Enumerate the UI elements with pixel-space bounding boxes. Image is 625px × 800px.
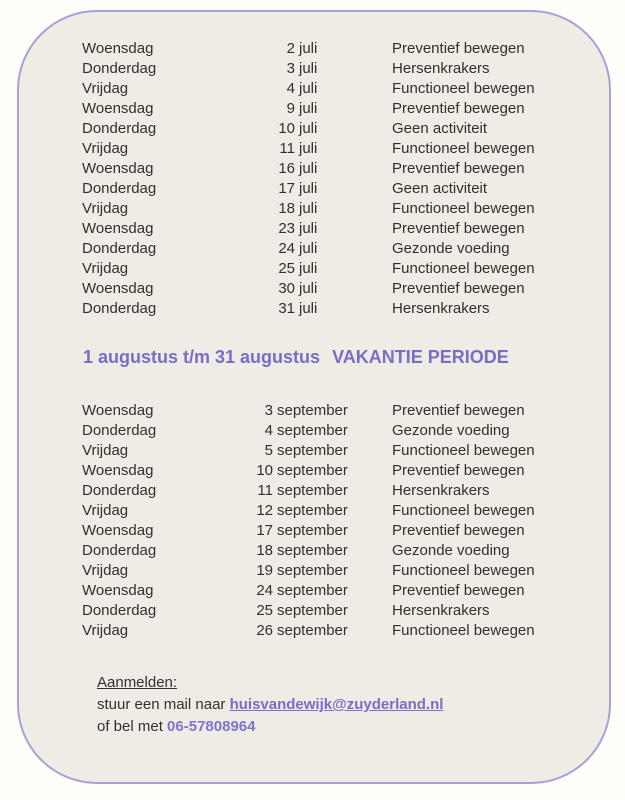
date-cell (242, 401, 392, 421)
july-schedule (82, 39, 579, 319)
date-number: 24 (256, 582, 273, 599)
activity-cell: Hersenkrakers (392, 482, 490, 499)
date-number: 26 (256, 622, 273, 639)
schedule-row (82, 461, 579, 481)
date-number: 25 (256, 602, 273, 619)
date-cell (242, 39, 392, 59)
schedule-row (82, 199, 579, 219)
date-number: 19 (256, 562, 273, 579)
date-cell (242, 279, 392, 299)
date-cell (242, 259, 392, 279)
vacation-heading (83, 346, 509, 369)
date-cell (242, 239, 392, 259)
signup-phone-line (97, 716, 443, 738)
activity-cell: Hersenkrakers (392, 602, 490, 619)
day-cell: Woensdag (82, 582, 154, 599)
date-month: september (277, 402, 348, 419)
date-number: 10 (278, 120, 295, 137)
day-cell: Vrijdag (82, 562, 129, 579)
date-month: juli (299, 260, 318, 277)
schedule-row (82, 139, 579, 159)
schedule-row (82, 441, 579, 461)
activity-cell: Functioneel bewegen (392, 260, 535, 277)
day-cell: Donderdag (82, 482, 157, 499)
date-number: 10 (256, 462, 273, 479)
date-number: 11 (279, 140, 295, 157)
date-month: september (277, 602, 348, 619)
activity-cell: Preventief bewegen (392, 402, 525, 419)
activity-cell: Hersenkrakers (392, 60, 490, 77)
date-number: 3 (286, 60, 295, 77)
schedule-row (82, 541, 579, 561)
day-cell: Donderdag (82, 300, 157, 317)
date-month: juli (299, 160, 318, 177)
signup-label: Aanmelden: (97, 674, 178, 691)
signup-mail-line (97, 694, 443, 716)
date-month: juli (299, 200, 318, 217)
september-schedule (82, 401, 579, 641)
schedule-row (82, 481, 579, 501)
date-number: 24 (278, 240, 295, 257)
activity-cell: Gezonde voeding (392, 422, 510, 439)
day-cell: Donderdag (82, 422, 157, 439)
date-number: 9 (286, 100, 295, 117)
schedule-row (82, 119, 579, 139)
schedule-row (82, 179, 579, 199)
date-month: september (277, 622, 348, 639)
day-cell: Woensdag (82, 402, 154, 419)
day-cell: Woensdag (82, 522, 154, 539)
day-cell: Woensdag (82, 280, 154, 297)
date-month: september (277, 582, 348, 599)
day-cell: Donderdag (82, 602, 157, 619)
date-cell (242, 179, 392, 199)
activity-cell: Functioneel bewegen (392, 502, 535, 519)
date-cell (242, 421, 392, 441)
signup-heading-line (97, 672, 443, 694)
date-cell (242, 501, 392, 521)
schedule-row (82, 59, 579, 79)
date-cell (242, 119, 392, 139)
phone-number: 06-57808964 (167, 718, 256, 735)
activity-cell: Functioneel bewegen (392, 140, 535, 157)
activity-cell: Preventief bewegen (392, 280, 525, 297)
day-cell: Vrijdag (82, 140, 129, 157)
date-cell (242, 541, 392, 561)
date-number: 4 (264, 422, 273, 439)
date-number: 12 (256, 502, 273, 519)
schedule-row (82, 99, 579, 119)
date-number: 16 (278, 160, 295, 177)
date-cell (242, 59, 392, 79)
date-cell (242, 79, 392, 99)
activity-cell: Hersenkrakers (392, 300, 490, 317)
date-cell (242, 199, 392, 219)
schedule-row (82, 581, 579, 601)
date-number: 17 (256, 522, 273, 539)
date-number: 18 (256, 542, 273, 559)
date-month: juli (299, 80, 318, 97)
date-month: juli (299, 180, 318, 197)
date-cell (242, 159, 392, 179)
activity-cell: Functioneel bewegen (392, 622, 535, 639)
schedule-row (82, 259, 579, 279)
schedule-row (82, 421, 579, 441)
day-cell: Woensdag (82, 160, 154, 177)
activity-cell: Preventief bewegen (392, 160, 525, 177)
activity-cell: Preventief bewegen (392, 582, 525, 599)
activity-cell: Preventief bewegen (392, 220, 525, 237)
day-cell: Vrijdag (82, 260, 129, 277)
date-cell (242, 99, 392, 119)
day-cell: Woensdag (82, 40, 154, 57)
date-month: september (277, 502, 348, 519)
date-month: juli (299, 220, 318, 237)
day-cell: Vrijdag (82, 200, 129, 217)
activity-cell: Functioneel bewegen (392, 200, 535, 217)
day-cell: Vrijdag (82, 80, 129, 97)
date-cell (242, 481, 392, 501)
activity-cell: Preventief bewegen (392, 40, 525, 57)
activity-cell: Geen activiteit (392, 120, 488, 137)
schedule-row (82, 601, 579, 621)
email-link[interactable]: huisvandewijk@zuyderland.nl (229, 696, 444, 713)
day-cell: Donderdag (82, 542, 157, 559)
schedule-row (82, 239, 579, 259)
schedule-row (82, 501, 579, 521)
date-month: september (277, 542, 348, 559)
activity-cell: Functioneel bewegen (392, 80, 535, 97)
day-cell: Donderdag (82, 120, 157, 137)
date-cell (242, 219, 392, 239)
date-month: juli (299, 240, 318, 257)
day-cell: Woensdag (82, 462, 154, 479)
activity-cell: Gezonde voeding (392, 240, 510, 257)
date-number: 25 (278, 260, 295, 277)
day-cell: Woensdag (82, 100, 154, 117)
date-month: juli (299, 120, 318, 137)
signup-footer (97, 672, 443, 738)
day-cell: Vrijdag (82, 622, 129, 639)
schedule-row (82, 159, 579, 179)
date-cell (242, 521, 392, 541)
date-month: september (277, 482, 348, 499)
date-month: september (277, 442, 348, 459)
date-cell (242, 139, 392, 159)
mail-prefix: stuur een mail naar (97, 696, 230, 713)
day-cell: Vrijdag (82, 442, 129, 459)
date-cell (242, 601, 392, 621)
schedule-row (82, 401, 579, 421)
date-cell (242, 461, 392, 481)
activity-cell: Preventief bewegen (392, 462, 525, 479)
date-month: juli (299, 300, 318, 317)
date-number: 2 (286, 40, 295, 57)
date-number: 23 (278, 220, 295, 237)
date-month: september (277, 522, 348, 539)
day-cell: Vrijdag (82, 502, 129, 519)
schedule-row (82, 219, 579, 239)
schedule-row (82, 279, 579, 299)
day-cell: Woensdag (82, 220, 154, 237)
date-cell (242, 621, 392, 641)
activity-cell: Preventief bewegen (392, 522, 525, 539)
activity-cell: Geen activiteit (392, 180, 488, 197)
activity-cell: Functioneel bewegen (392, 562, 535, 579)
vacation-label: VAKANTIE PERIODE (332, 347, 509, 367)
date-month: juli (299, 40, 318, 57)
date-number: 18 (278, 200, 295, 217)
date-month: juli (299, 60, 318, 77)
schedule-row (82, 39, 579, 59)
schedule-row (82, 621, 579, 641)
activity-cell: Functioneel bewegen (392, 442, 535, 459)
date-cell (242, 299, 392, 319)
phone-prefix: of bel met (97, 718, 168, 735)
date-number: 17 (278, 180, 295, 197)
schedule-row (82, 299, 579, 319)
date-cell (242, 441, 392, 461)
vacation-range: 1 augustus t/m 31 augustus (83, 347, 321, 367)
activity-cell: Preventief bewegen (392, 100, 525, 117)
day-cell: Donderdag (82, 60, 157, 77)
date-month: juli (299, 100, 318, 117)
date-number: 3 (264, 402, 273, 419)
activity-cell: Gezonde voeding (392, 542, 510, 559)
date-number: 30 (278, 280, 295, 297)
schedule-row (82, 79, 579, 99)
date-cell (242, 581, 392, 601)
date-month: juli (299, 140, 318, 157)
date-number: 11 (257, 482, 273, 499)
date-number: 31 (278, 300, 295, 317)
schedule-row (82, 561, 579, 581)
date-month: september (277, 422, 348, 439)
date-month: juli (299, 280, 318, 297)
date-number: 5 (264, 442, 273, 459)
date-cell (242, 561, 392, 581)
day-cell: Donderdag (82, 180, 157, 197)
schedule-row (82, 521, 579, 541)
date-month: september (277, 462, 348, 479)
schedule-card (17, 10, 611, 784)
date-month: september (277, 562, 348, 579)
date-number: 4 (286, 80, 295, 97)
day-cell: Donderdag (82, 240, 157, 257)
